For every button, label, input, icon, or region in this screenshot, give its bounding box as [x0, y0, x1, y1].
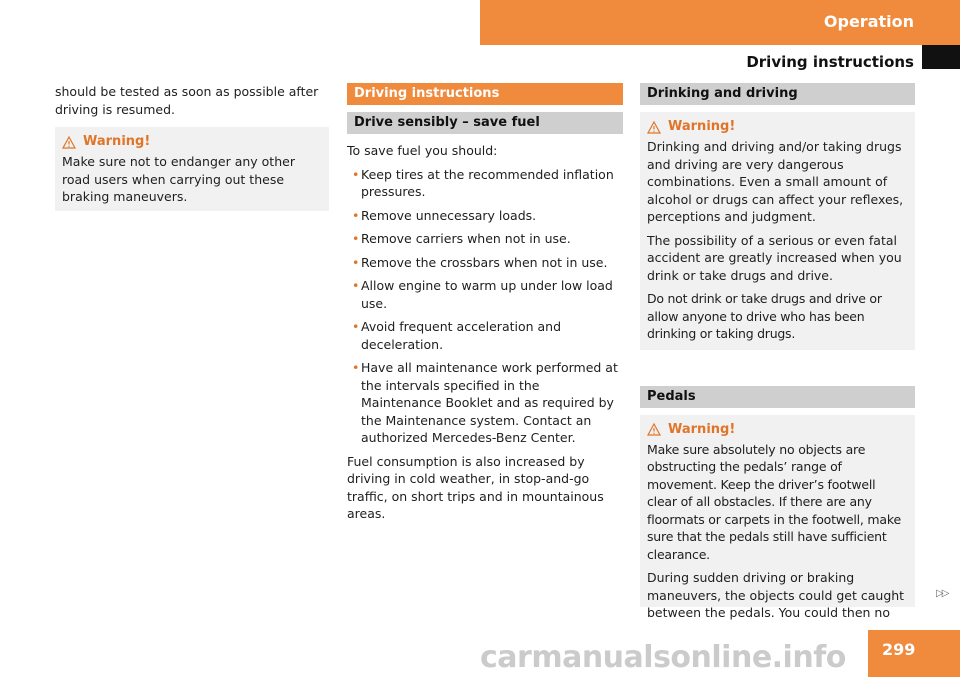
list-item: • Avoid frequent acceleration and deceleration.	[347, 318, 623, 353]
page-number: 299	[882, 640, 916, 659]
drinking-warning-box	[640, 112, 915, 350]
warning-paragraph: Make sure absolutely no objects are obstructing the pedals’ range of movement. Keep the driver’s footwell clear of all obstacles. If there are any floormats or carpets in the footwell, make sure that the pedals still have sufficient clearance.	[647, 441, 901, 562]
list-item: • Remove carriers when not in use.	[347, 230, 623, 248]
fuel-tips-list	[347, 166, 623, 447]
intro-paragraph: should be tested as soon as possible after driving is resumed.	[55, 84, 319, 117]
warning-title: Warning!	[668, 119, 736, 135]
section-heading: Driving instructions	[347, 83, 623, 105]
drinking-heading: Drinking and driving	[640, 83, 915, 105]
section-marker	[922, 45, 960, 69]
warning-triangle-icon	[647, 423, 661, 436]
list-item: • Remove unnecessary loads.	[347, 207, 623, 225]
watermark: carmanualsonline.info	[480, 640, 846, 675]
column-1	[55, 83, 329, 211]
chapter-title: Operation	[823, 12, 914, 31]
warning-paragraph: Drinking and driving and/or taking drugs and driving are very dangerous combinations. Even a small amount of alcohol or drugs can affect your reflexes, perceptions and judgment.	[647, 139, 904, 224]
pedals-heading: Pedals	[640, 386, 915, 408]
list-item: • Allow engine to warm up under low load use.	[347, 277, 623, 312]
chapter-tab	[480, 0, 960, 45]
column-3	[640, 83, 915, 620]
warning-title: Warning!	[668, 421, 736, 437]
column-2	[347, 83, 623, 529]
continue-arrow-icon: ▷▷	[936, 588, 948, 599]
lead-text: To save fuel you should:	[347, 143, 498, 158]
warning-box	[55, 127, 329, 211]
warning-title: Warning!	[83, 134, 151, 150]
warning-paragraph: Do not drink or take drugs and drive or allow anyone to drive who has been drinking or taking drugs.	[647, 291, 882, 341]
warning-header	[62, 133, 322, 151]
section-title: Driving instructions	[746, 53, 914, 71]
closing-paragraph: Fuel consumption is also increased by driving in cold weather, in stop-and-go traffic, on short trips and in mountainous areas.	[347, 453, 604, 521]
list-item: • Have all maintenance work performed at the intervals specified in the Maintenance Booklet and as required by the Maintenance system. Contact an authorized Mercedes-Benz Center.	[347, 359, 623, 447]
warning-header	[647, 421, 908, 439]
subsection-heading: Drive sensibly – save fuel	[347, 112, 623, 134]
warning-triangle-icon	[647, 121, 661, 134]
page-number-tab	[868, 630, 960, 677]
warning-paragraph: During sudden driving or braking maneuvers, the objects could get caught between the pedals. You could then no	[647, 570, 905, 620]
list-item: • Keep tires at the recommended inflation pressures.	[347, 166, 623, 201]
list-item: • Remove the crossbars when not in use.	[347, 254, 623, 272]
pedals-warning-box	[640, 415, 915, 620]
warning-triangle-icon	[62, 136, 76, 149]
warning-paragraph: The possibility of a serious or even fatal accident are greatly increased when you drink or take drugs and drive.	[647, 232, 902, 283]
warning-text: Make sure not to endanger any other road users when carrying out these braking maneuvers.	[62, 154, 295, 204]
warning-header	[647, 118, 908, 136]
